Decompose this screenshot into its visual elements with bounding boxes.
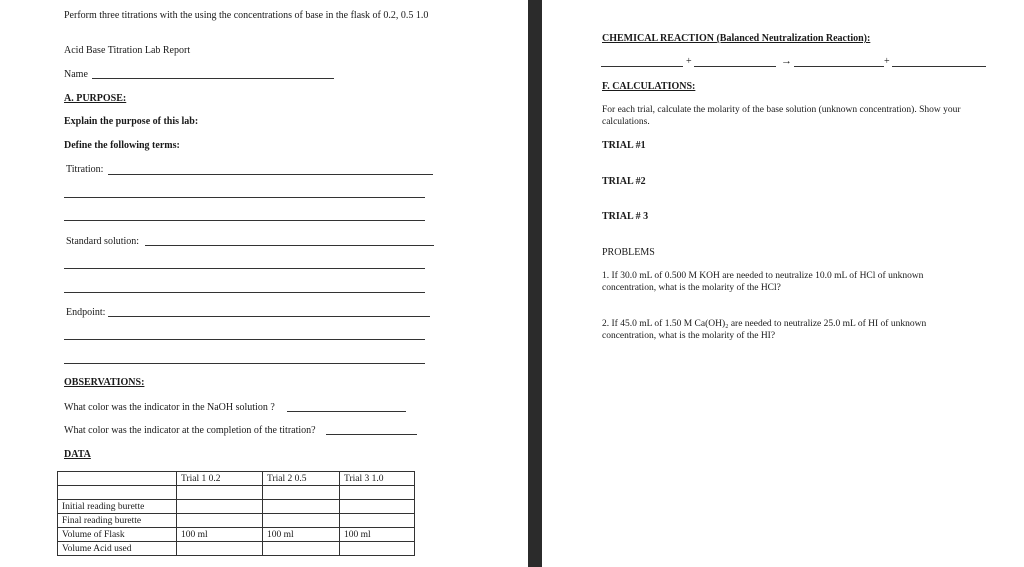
- table-cell[interactable]: 100 ml: [177, 528, 263, 542]
- table-row: [58, 486, 415, 500]
- table-header-cell: Trial 1 0.2: [177, 472, 263, 486]
- indicator-naoh-answer-line[interactable]: [287, 411, 406, 412]
- trial-2-label: TRIAL #2: [602, 176, 646, 187]
- product-2-line[interactable]: [892, 66, 986, 67]
- endpoint-label: Endpoint:: [66, 307, 106, 318]
- reactant-1-line[interactable]: [601, 66, 683, 67]
- product-1-line[interactable]: [794, 66, 884, 67]
- explain-purpose-prompt: Explain the purpose of this lab:: [64, 116, 199, 127]
- worksheet-page-right: [542, 0, 1024, 567]
- standard-solution-label: Standard solution:: [66, 236, 140, 247]
- table-cell[interactable]: [263, 486, 340, 500]
- table-cell[interactable]: 100 ml: [340, 528, 415, 542]
- table-row: [58, 542, 415, 556]
- calculations-heading: F. CALCULATIONS:: [602, 81, 696, 92]
- name-input-line[interactable]: [92, 78, 334, 79]
- table-header-cell: [58, 472, 177, 486]
- standard-solution-answer-line-2[interactable]: [64, 268, 425, 269]
- table-header-cell: Trial 3 1.0: [340, 472, 415, 486]
- table-cell: Initial reading burette: [58, 500, 177, 514]
- table-header-cell: Trial 2 0.5: [263, 472, 340, 486]
- table-row: [58, 500, 415, 514]
- observations-heading: OBSERVATIONS:: [64, 377, 145, 388]
- table-cell[interactable]: [177, 486, 263, 500]
- table-cell[interactable]: [340, 486, 415, 500]
- table-cell[interactable]: [263, 514, 340, 528]
- reaction-arrow-icon: →: [781, 55, 792, 67]
- titration-label: Titration:: [66, 164, 104, 175]
- table-row: [58, 528, 415, 542]
- problem-2-line-1: 2. If 45.0 mL of 1.50 M Ca(OH)₂ are needed to neutralize 25.0 mL of HI of unknown: [602, 319, 927, 329]
- indicator-naoh-question: What color was the indicator in the NaOH solution ?: [64, 402, 275, 413]
- plus-sign: +: [884, 56, 890, 67]
- table-header-row: [58, 472, 415, 486]
- chemical-reaction-heading: CHEMICAL REACTION (Balanced Neutralization Reaction):: [602, 33, 871, 44]
- standard-solution-answer-line-3[interactable]: [64, 292, 425, 293]
- endpoint-answer-line-2[interactable]: [64, 339, 425, 340]
- page-divider: [528, 0, 542, 567]
- calculations-instructions-line-1: For each trial, calculate the molarity of the base solution (unknown concentration). Show your: [602, 105, 961, 115]
- name-label: Name: [64, 69, 88, 80]
- table-row: [58, 514, 415, 528]
- plus-sign: +: [686, 56, 692, 67]
- define-terms-prompt: Define the following terms:: [64, 140, 180, 151]
- table-cell[interactable]: [177, 542, 263, 556]
- table-cell[interactable]: [340, 500, 415, 514]
- table-cell[interactable]: [177, 514, 263, 528]
- table-cell[interactable]: [340, 514, 415, 528]
- table-cell: Volume Acid used: [58, 542, 177, 556]
- calculations-instructions-line-2: calculations.: [602, 117, 650, 127]
- endpoint-answer-line-3[interactable]: [64, 363, 425, 364]
- problem-1-line-1: 1. If 30.0 mL of 0.500 M KOH are needed to neutralize 10.0 mL of HCl of unknown: [602, 271, 924, 281]
- standard-solution-answer-line[interactable]: [145, 245, 434, 246]
- titration-answer-line-3[interactable]: [64, 220, 425, 221]
- page-header-instructions: Perform three titrations with the using the concentrations of base in the flask of 0.2, 0.5 1.0: [64, 10, 429, 21]
- data-heading: DATA: [64, 449, 91, 460]
- problem-2-line-2: concentration, what is the molarity of the HI?: [602, 331, 776, 341]
- table-cell[interactable]: [263, 500, 340, 514]
- trial-3-label: TRIAL # 3: [602, 211, 649, 222]
- table-cell[interactable]: [58, 486, 177, 500]
- endpoint-answer-line[interactable]: [108, 316, 430, 317]
- problem-1-line-2: concentration, what is the molarity of the HCl?: [602, 283, 781, 293]
- indicator-completion-question: What color was the indicator at the completion of the titration?: [64, 425, 316, 436]
- table-cell[interactable]: [263, 542, 340, 556]
- table-cell[interactable]: [340, 542, 415, 556]
- table-cell[interactable]: [177, 500, 263, 514]
- indicator-completion-answer-line[interactable]: [326, 434, 417, 435]
- table-cell: Volume of Flask: [58, 528, 177, 542]
- reactant-2-line[interactable]: [694, 66, 776, 67]
- data-table: [57, 471, 415, 556]
- purpose-heading: A. PURPOSE:: [64, 93, 127, 104]
- table-cell[interactable]: 100 ml: [263, 528, 340, 542]
- trial-1-label: TRIAL #1: [602, 140, 646, 151]
- table-cell: Final reading burette: [58, 514, 177, 528]
- report-title: Acid Base Titration Lab Report: [64, 45, 191, 56]
- titration-answer-line-2[interactable]: [64, 197, 425, 198]
- titration-answer-line[interactable]: [108, 174, 433, 175]
- problems-heading: PROBLEMS: [602, 247, 655, 258]
